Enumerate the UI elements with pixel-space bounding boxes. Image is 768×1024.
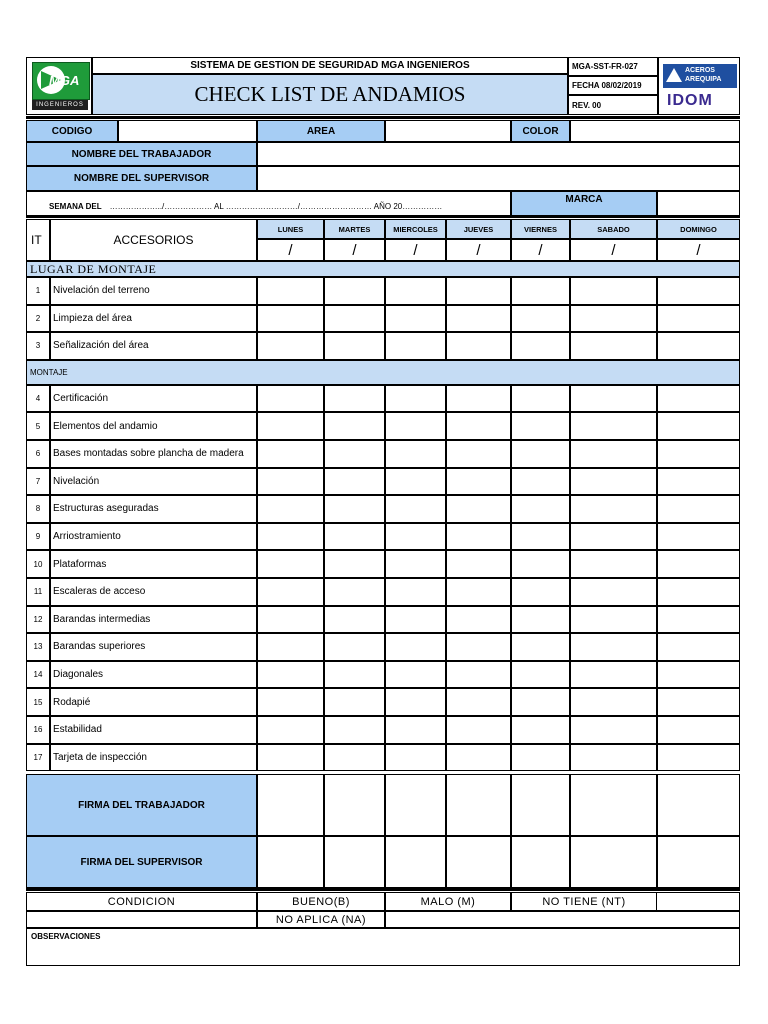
check-cell-martes[interactable]: [324, 688, 385, 716]
check-cell-domingo[interactable]: [657, 633, 740, 661]
check-cell-lunes[interactable]: [257, 523, 324, 551]
document-revision: REV. 00: [568, 95, 658, 115]
check-cell-domingo[interactable]: [657, 523, 740, 551]
item-number: 2: [26, 305, 50, 333]
firma-supervisor-viernes[interactable]: [511, 836, 570, 888]
firma-trabajador-jueves[interactable]: [446, 774, 511, 836]
item-label: Certificación: [50, 385, 257, 413]
check-cell-lunes[interactable]: [257, 468, 324, 496]
check-cell-lunes[interactable]: [257, 495, 324, 523]
day-header-sabado: SABADO: [570, 219, 657, 239]
check-cell-viernes[interactable]: [511, 277, 570, 305]
condicion-label: CONDICION: [26, 892, 257, 911]
table-row: [26, 578, 740, 606]
check-cell-viernes[interactable]: [511, 495, 570, 523]
check-cell-martes[interactable]: [324, 305, 385, 333]
day-date-field-jueves[interactable]: /: [446, 239, 511, 261]
check-cell-martes[interactable]: [324, 440, 385, 468]
check-cell-jueves[interactable]: [446, 305, 511, 333]
trabajador-field[interactable]: [257, 142, 740, 166]
item-label: Barandas superiores: [50, 633, 257, 661]
check-cell-lunes[interactable]: [257, 550, 324, 578]
item-label: Señalización del área: [50, 332, 257, 360]
check-cell-miercoles[interactable]: [385, 468, 446, 496]
color-label: COLOR: [511, 120, 570, 142]
check-cell-lunes[interactable]: [257, 305, 324, 333]
check-cell-sabado[interactable]: [570, 661, 657, 689]
mga-logo: [32, 62, 90, 100]
accesorios-header: ACCESORIOS: [50, 219, 257, 261]
legend-no-tiene: NO TIENE (NT): [511, 892, 657, 911]
firma-supervisor-label: FIRMA DEL SUPERVISOR: [26, 836, 257, 888]
item-number: 9: [26, 523, 50, 551]
check-cell-domingo[interactable]: [657, 550, 740, 578]
check-cell-domingo[interactable]: [657, 277, 740, 305]
checklist-sheet: [26, 57, 740, 966]
table-row: [26, 385, 740, 413]
check-cell-lunes[interactable]: [257, 633, 324, 661]
aceros-arequipa-logo: ACEROS AREQUIPA: [663, 64, 737, 88]
table-row: [26, 305, 740, 333]
check-cell-miercoles[interactable]: [385, 688, 446, 716]
check-cell-lunes[interactable]: [257, 661, 324, 689]
item-label: Barandas intermedias: [50, 606, 257, 634]
check-cell-sabado[interactable]: [570, 277, 657, 305]
check-cell-domingo[interactable]: [657, 495, 740, 523]
item-label: Tarjeta de inspección: [50, 744, 257, 772]
day-header-jueves: JUEVES: [446, 219, 511, 239]
item-number: 12: [26, 606, 50, 634]
check-cell-viernes[interactable]: [511, 440, 570, 468]
check-cell-lunes[interactable]: [257, 277, 324, 305]
check-cell-sabado[interactable]: [570, 550, 657, 578]
check-cell-domingo[interactable]: [657, 716, 740, 744]
item-number: 11: [26, 578, 50, 606]
legend-spacer: [26, 911, 257, 928]
check-cell-lunes[interactable]: [257, 744, 324, 772]
check-cell-domingo[interactable]: [657, 578, 740, 606]
check-cell-jueves[interactable]: [446, 523, 511, 551]
check-cell-martes[interactable]: [324, 385, 385, 413]
check-cell-martes[interactable]: [324, 661, 385, 689]
item-number: 7: [26, 468, 50, 496]
check-cell-jueves[interactable]: [446, 440, 511, 468]
check-cell-domingo[interactable]: [657, 744, 740, 772]
check-cell-viernes[interactable]: [511, 305, 570, 333]
firma-supervisor-sabado[interactable]: [570, 836, 657, 888]
check-cell-jueves[interactable]: [446, 277, 511, 305]
check-cell-jueves[interactable]: [446, 716, 511, 744]
day-date-field-sabado[interactable]: /: [570, 239, 657, 261]
day-header-martes: MARTES: [324, 219, 385, 239]
check-cell-viernes[interactable]: [511, 550, 570, 578]
check-cell-jueves[interactable]: [446, 633, 511, 661]
table-row: [26, 523, 740, 551]
check-cell-miercoles[interactable]: [385, 523, 446, 551]
firma-supervisor-miercoles[interactable]: [385, 836, 446, 888]
check-cell-miercoles[interactable]: [385, 277, 446, 305]
firma-trabajador-viernes[interactable]: [511, 774, 570, 836]
check-cell-sabado[interactable]: [570, 744, 657, 772]
firma-supervisor-martes[interactable]: [324, 836, 385, 888]
table-row: [26, 550, 740, 578]
firma-supervisor-domingo[interactable]: [657, 836, 740, 888]
item-label: Elementos del andamio: [50, 412, 257, 440]
check-cell-martes[interactable]: [324, 744, 385, 772]
check-cell-lunes[interactable]: [257, 578, 324, 606]
item-label: Limpieza del área: [50, 305, 257, 333]
check-cell-lunes[interactable]: [257, 332, 324, 360]
check-cell-miercoles[interactable]: [385, 305, 446, 333]
legend-spacer-right: [385, 911, 740, 928]
check-cell-martes[interactable]: [324, 277, 385, 305]
firma-trabajador-label: FIRMA DEL TRABAJADOR: [26, 774, 257, 836]
check-cell-martes[interactable]: [324, 716, 385, 744]
check-cell-jueves[interactable]: [446, 332, 511, 360]
table-row: [26, 661, 740, 689]
check-cell-domingo[interactable]: [657, 661, 740, 689]
table-row: [26, 468, 740, 496]
check-cell-domingo[interactable]: [657, 412, 740, 440]
check-cell-sabado[interactable]: [570, 495, 657, 523]
check-cell-viernes[interactable]: [511, 661, 570, 689]
semana-field[interactable]: SEMANA DEL ………………../……………… AL ………………………/……………………… AÑO 20……………: [26, 191, 511, 216]
check-cell-viernes[interactable]: [511, 716, 570, 744]
check-cell-domingo[interactable]: [657, 385, 740, 413]
check-cell-miercoles[interactable]: [385, 550, 446, 578]
item-label: Bases montadas sobre plancha de madera: [50, 440, 257, 468]
check-cell-sabado[interactable]: [570, 578, 657, 606]
check-cell-jueves[interactable]: [446, 412, 511, 440]
table-row: [26, 688, 740, 716]
check-cell-sabado[interactable]: [570, 688, 657, 716]
check-cell-miercoles[interactable]: [385, 578, 446, 606]
marca-label: MARCA: [511, 191, 657, 216]
check-cell-lunes[interactable]: [257, 688, 324, 716]
table-row: [26, 633, 740, 661]
day-header-domingo: DOMINGO: [657, 219, 740, 239]
trabajador-label: NOMBRE DEL TRABAJADOR: [26, 142, 257, 166]
legend-malo: MALO (M): [385, 892, 511, 911]
firma-supervisor-jueves[interactable]: [446, 836, 511, 888]
area-label: AREA: [257, 120, 385, 142]
check-cell-martes[interactable]: [324, 412, 385, 440]
check-cell-domingo[interactable]: [657, 440, 740, 468]
section-montaje: MONTAJE: [26, 360, 740, 385]
check-cell-martes[interactable]: [324, 495, 385, 523]
logo-right-cell: [658, 57, 740, 115]
item-number: 17: [26, 744, 50, 772]
check-cell-sabado[interactable]: [570, 332, 657, 360]
check-cell-jueves[interactable]: [446, 744, 511, 772]
system-title: SISTEMA DE GESTION DE SEGURIDAD MGA INGENIEROS: [92, 57, 568, 74]
area-field[interactable]: [385, 120, 511, 142]
check-cell-miercoles[interactable]: [385, 661, 446, 689]
firma-trabajador-martes[interactable]: [324, 774, 385, 836]
day-date-field-domingo[interactable]: /: [657, 239, 740, 261]
check-cell-lunes[interactable]: [257, 440, 324, 468]
table-row: [26, 412, 740, 440]
check-cell-miercoles[interactable]: [385, 633, 446, 661]
check-cell-martes[interactable]: [324, 578, 385, 606]
check-cell-viernes[interactable]: [511, 412, 570, 440]
day-date-field-miercoles[interactable]: /: [385, 239, 446, 261]
check-cell-sabado[interactable]: [570, 716, 657, 744]
it-header: IT: [26, 219, 50, 261]
check-cell-martes[interactable]: [324, 633, 385, 661]
idom-logo: IDOM: [667, 92, 713, 109]
check-cell-viernes[interactable]: [511, 688, 570, 716]
check-cell-jueves[interactable]: [446, 550, 511, 578]
check-cell-lunes[interactable]: [257, 385, 324, 413]
check-cell-miercoles[interactable]: [385, 332, 446, 360]
check-cell-sabado[interactable]: [570, 305, 657, 333]
mga-logo-sub: INGENIEROS: [32, 100, 88, 110]
check-cell-domingo[interactable]: [657, 305, 740, 333]
check-cell-miercoles[interactable]: [385, 385, 446, 413]
item-number: 14: [26, 661, 50, 689]
table-row: [26, 332, 740, 360]
firma-trabajador-domingo[interactable]: [657, 774, 740, 836]
marca-field[interactable]: [657, 191, 740, 216]
table-row: [26, 495, 740, 523]
check-cell-jueves[interactable]: [446, 385, 511, 413]
check-cell-miercoles[interactable]: [385, 606, 446, 634]
check-cell-lunes[interactable]: [257, 606, 324, 634]
day-header-miercoles: MIERCOLES: [385, 219, 446, 239]
check-cell-lunes[interactable]: [257, 412, 324, 440]
check-cell-viernes[interactable]: [511, 332, 570, 360]
item-number: 15: [26, 688, 50, 716]
day-header-viernes: VIERNES: [511, 219, 570, 239]
item-number: 4: [26, 385, 50, 413]
item-label: Escaleras de acceso: [50, 578, 257, 606]
page-title: CHECK LIST DE ANDAMIOS: [92, 74, 568, 115]
codigo-field[interactable]: [118, 120, 257, 142]
document-code: MGA-SST-FR-027: [568, 57, 658, 76]
check-cell-viernes[interactable]: [511, 385, 570, 413]
item-label: Diagonales: [50, 661, 257, 689]
item-number: 16: [26, 716, 50, 744]
day-date-field-martes[interactable]: /: [324, 239, 385, 261]
section-lugar-montaje: LUGAR DE MONTAJE: [26, 261, 740, 277]
observaciones-field[interactable]: OBSERVACIONES: [26, 928, 740, 966]
codigo-label: CODIGO: [26, 120, 118, 142]
check-cell-viernes[interactable]: [511, 578, 570, 606]
item-number: 10: [26, 550, 50, 578]
mga-logo-text: MGA: [49, 73, 80, 88]
check-cell-sabado[interactable]: [570, 606, 657, 634]
item-number: 1: [26, 277, 50, 305]
check-cell-miercoles[interactable]: [385, 744, 446, 772]
supervisor-field[interactable]: [257, 166, 740, 191]
check-cell-martes[interactable]: [324, 606, 385, 634]
legend-bueno: BUENO(B): [257, 892, 385, 911]
check-cell-viernes[interactable]: [511, 468, 570, 496]
check-cell-sabado[interactable]: [570, 385, 657, 413]
check-cell-miercoles[interactable]: [385, 412, 446, 440]
check-cell-domingo[interactable]: [657, 688, 740, 716]
check-cell-domingo[interactable]: [657, 606, 740, 634]
check-cell-jueves[interactable]: [446, 578, 511, 606]
item-number: 5: [26, 412, 50, 440]
item-label: Plataformas: [50, 550, 257, 578]
legend-empty: [657, 892, 740, 911]
table-row: [26, 440, 740, 468]
check-cell-lunes[interactable]: [257, 716, 324, 744]
check-cell-miercoles[interactable]: [385, 716, 446, 744]
day-date-field-viernes[interactable]: /: [511, 239, 570, 261]
color-field[interactable]: [570, 120, 740, 142]
supervisor-label: NOMBRE DEL SUPERVISOR: [26, 166, 257, 191]
check-cell-sabado[interactable]: [570, 468, 657, 496]
document-date: FECHA 08/02/2019: [568, 76, 658, 95]
table-row: [26, 744, 740, 772]
firma-trabajador-miercoles[interactable]: [385, 774, 446, 836]
check-cell-jueves[interactable]: [446, 688, 511, 716]
item-label: Estructuras aseguradas: [50, 495, 257, 523]
check-cell-viernes[interactable]: [511, 633, 570, 661]
item-label: Arriostramiento: [50, 523, 257, 551]
firma-supervisor-lunes[interactable]: [257, 836, 324, 888]
check-cell-viernes[interactable]: [511, 744, 570, 772]
check-cell-martes[interactable]: [324, 523, 385, 551]
check-cell-sabado[interactable]: [570, 523, 657, 551]
check-cell-miercoles[interactable]: [385, 440, 446, 468]
item-number: 6: [26, 440, 50, 468]
check-cell-domingo[interactable]: [657, 332, 740, 360]
item-label: Nivelación: [50, 468, 257, 496]
check-cell-jueves[interactable]: [446, 495, 511, 523]
check-cell-martes[interactable]: [324, 550, 385, 578]
item-number: 8: [26, 495, 50, 523]
firma-trabajador-sabado[interactable]: [570, 774, 657, 836]
check-cell-sabado[interactable]: [570, 412, 657, 440]
check-cell-viernes[interactable]: [511, 606, 570, 634]
item-number: 3: [26, 332, 50, 360]
table-row: [26, 716, 740, 744]
check-cell-miercoles[interactable]: [385, 495, 446, 523]
item-number: 13: [26, 633, 50, 661]
item-label: Nivelación del terreno: [50, 277, 257, 305]
item-label: Estabilidad: [50, 716, 257, 744]
check-cell-sabado[interactable]: [570, 440, 657, 468]
table-row: [26, 606, 740, 634]
check-cell-sabado[interactable]: [570, 633, 657, 661]
check-cell-jueves[interactable]: [446, 661, 511, 689]
table-row: [26, 277, 740, 305]
day-date-field-lunes[interactable]: /: [257, 239, 324, 261]
day-header-lunes: LUNES: [257, 219, 324, 239]
check-cell-martes[interactable]: [324, 468, 385, 496]
item-label: Rodapié: [50, 688, 257, 716]
check-cell-domingo[interactable]: [657, 468, 740, 496]
check-cell-viernes[interactable]: [511, 523, 570, 551]
logo-left-cell: [26, 57, 92, 115]
check-cell-jueves[interactable]: [446, 468, 511, 496]
firma-trabajador-lunes[interactable]: [257, 774, 324, 836]
check-cell-martes[interactable]: [324, 332, 385, 360]
legend-no-aplica: NO APLICA (NA): [257, 911, 385, 928]
check-cell-jueves[interactable]: [446, 606, 511, 634]
